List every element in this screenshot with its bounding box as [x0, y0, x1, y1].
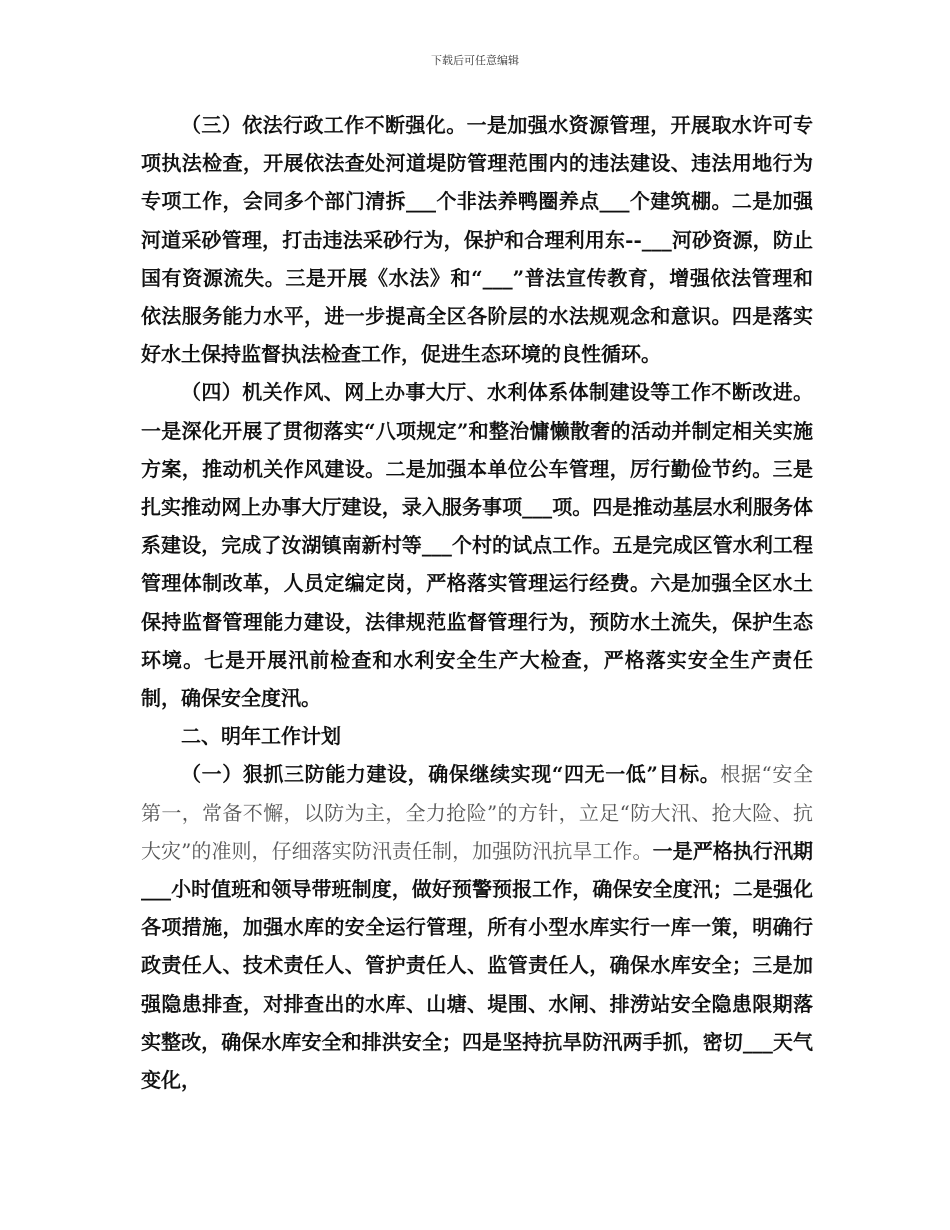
paragraph-flood-lead: （一）狠抓三防能力建设，确保继续实现“四无一低”目标。: [181, 762, 721, 787]
page-header: 下载后可任意编辑: [431, 54, 519, 67]
paragraph-flood-principle: 根据“安全第一，常备不懈，以防为主，全力抢险”的方针，立足“防大汛、抢大险、抗大灾”的准则，仔细落实防汛责任制，加强防汛抗旱工作。: [141, 762, 813, 863]
paragraph-flood-measures: 一是严格执行汛期___小时值班和领导带班制度，做好预警预报工作，确保安全度汛；二是强化各项措施，加强水库的安全运行管理，所有小型水库实行一库一策，明确行政责任人、技术责任人、管护责任人、监管责任人，确保水库安全；三是加强隐患排查，对排查出的水库、山塘、堤围、水闸、排涝站安全隐患限期落实整改，确保水库安全和排洪安全；四是坚持抗旱防汛两手抓，密切___天气变化，: [141, 838, 813, 1093]
section-heading-next-year-plan: 二、明年工作计划: [181, 724, 341, 749]
paragraph-work-style: （四）机关作风、网上办事大厅、水利体系体制建设等工作不断改进。一是深化开展了贯彻落实“八项规定”和整治慵懒散奢的活动并制定相关实施方案，推动机关作风建设。二是加强本单位公车管理，厉行勤俭节约。三是扎实推动网上办事大厅建设，录入服务事项___项。四是推动基层水利服务体系建设，完成了汝湖镇南新村等___个村的试点工作。五是完成区管水利工程管理体制改革，人员定编定岗，严格落实管理运行经费。六是加强全区水土保持监督管理能力建设，法律规范监督管理行为，预防水土流失，保护生态环境。七是开展汛前检查和水利安全生产大检查，严格落实安全生产责任制，确保安全度汛。: [141, 380, 813, 711]
paragraph-flood-prevention: [141, 755, 813, 1099]
paragraph-law-enforcement: （三）依法行政工作不断强化。一是加强水资源管理，开展取水许可专项执法检查，开展依法查处河道堤防管理范围内的违法建设、违法用地行为专项工作，会同多个部门清拆___个非法养鸭圈养点___个建筑棚。二是加强河道采砂管理，打击违法采砂行为，保护和合理利用东--___河砂资源，防止国有资源流失。三是开展《水法》和“___”普法宣传教育，增强依法管理和依法服务能力水平，进一步提高全区各阶层的水法规观念和意识。四是落实好水土保持监督执法检查工作，促进生态环境的良性循环。: [141, 113, 813, 367]
document-body: [141, 106, 813, 1099]
